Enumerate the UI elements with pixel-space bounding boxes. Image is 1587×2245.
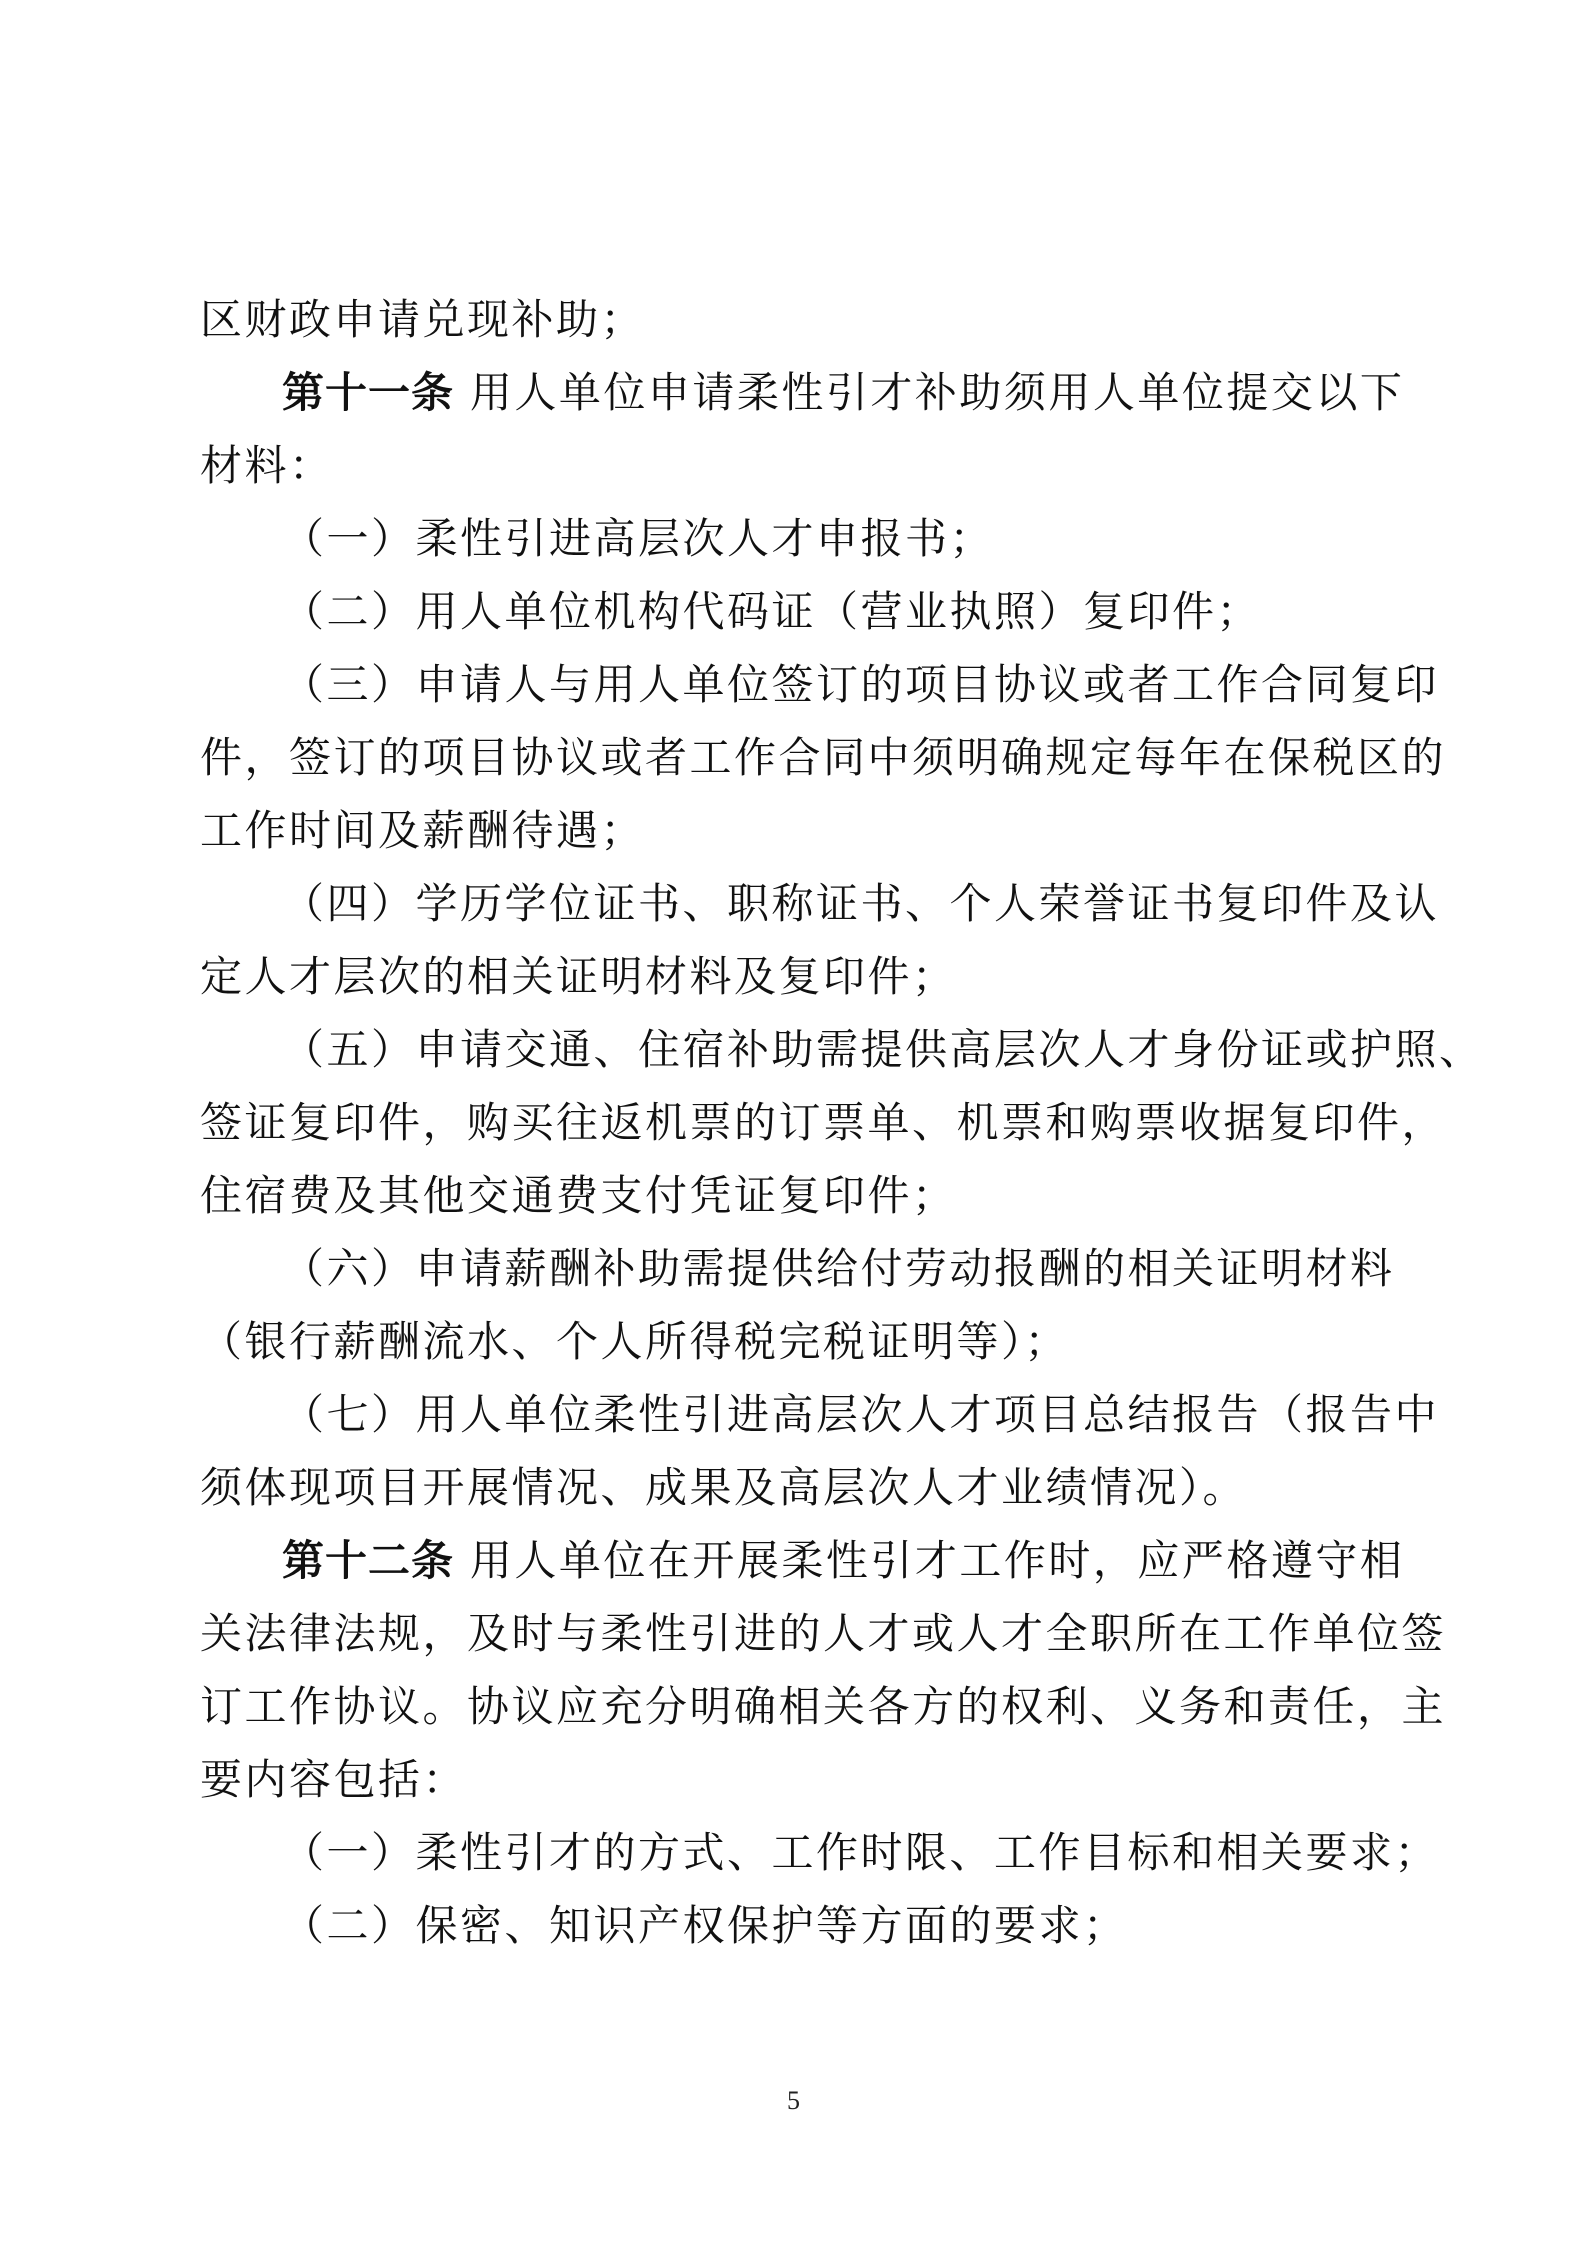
paragraph-line-13: 住宿费及其他交通费支付凭证复印件； — [200, 1171, 957, 1220]
list-item-1: （一）柔性引进高层次人才申报书； — [282, 514, 995, 563]
paragraph-line-10: 定人才层次的相关证明材料及复印件； — [200, 952, 957, 1001]
paragraph-line-3: 材料： — [200, 441, 334, 490]
list-item-2: （二）用人单位机构代码证（营业执照）复印件； — [282, 587, 1262, 636]
paragraph-line-17: 须体现项目开展情况、成果及高层次人才业绩情况）。 — [200, 1463, 1248, 1512]
paragraph-line-20: 订工作协议。协议应充分明确相关各方的权利、义务和责任，主 — [200, 1682, 1447, 1731]
paragraph-line-12: 签证复印件，购买往返机票的订票单、机票和购票收据复印件， — [200, 1098, 1447, 1147]
clause-12-first-line — [282, 1533, 1405, 1589]
clause-11-text: 用人单位申请柔性引才补助须用人单位提交以下 — [469, 368, 1405, 417]
paragraph-line-15: （银行薪酬流水、个人所得税完税证明等）； — [200, 1317, 1070, 1366]
clause-11-first-line — [282, 365, 1405, 421]
page-number: 5 — [787, 2086, 800, 2115]
list-item-4: （四）学历学位证书、职称证书、个人荣誉证书复印件及认 — [282, 879, 1440, 928]
paragraph-line-7: 件，签订的项目协议或者工作合同中须明确规定每年在保税区的 — [200, 733, 1447, 782]
list-item-7: （七）用人单位柔性引进高层次人才项目总结报告（报告中 — [282, 1390, 1440, 1439]
agreement-item-1: （一）柔性引才的方式、工作时限、工作目标和相关要求； — [282, 1828, 1440, 1877]
list-item-3: （三）申请人与用人单位签订的项目协议或者工作合同复印 — [282, 660, 1440, 709]
list-item-5: （五）申请交通、住宿补助需提供高层次人才身份证或护照、 — [282, 1025, 1484, 1074]
agreement-item-2: （二）保密、知识产权保护等方面的要求； — [282, 1901, 1128, 1950]
clause-11-heading: 第十一条 — [282, 368, 455, 417]
paragraph-line-1: 区财政申请兑现补助； — [200, 295, 646, 344]
paragraph-line-21: 要内容包括： — [200, 1755, 468, 1804]
paragraph-line-8: 工作时间及薪酬待遇； — [200, 806, 646, 855]
clause-12-text: 用人单位在开展柔性引才工作时，应严格遵守相 — [469, 1536, 1405, 1585]
paragraph-line-19: 关法律法规，及时与柔性引进的人才或人才全职所在工作单位签 — [200, 1609, 1447, 1658]
clause-12-heading: 第十二条 — [282, 1536, 455, 1585]
list-item-6: （六）申请薪酬补助需提供给付劳动报酬的相关证明材料 — [282, 1244, 1395, 1293]
